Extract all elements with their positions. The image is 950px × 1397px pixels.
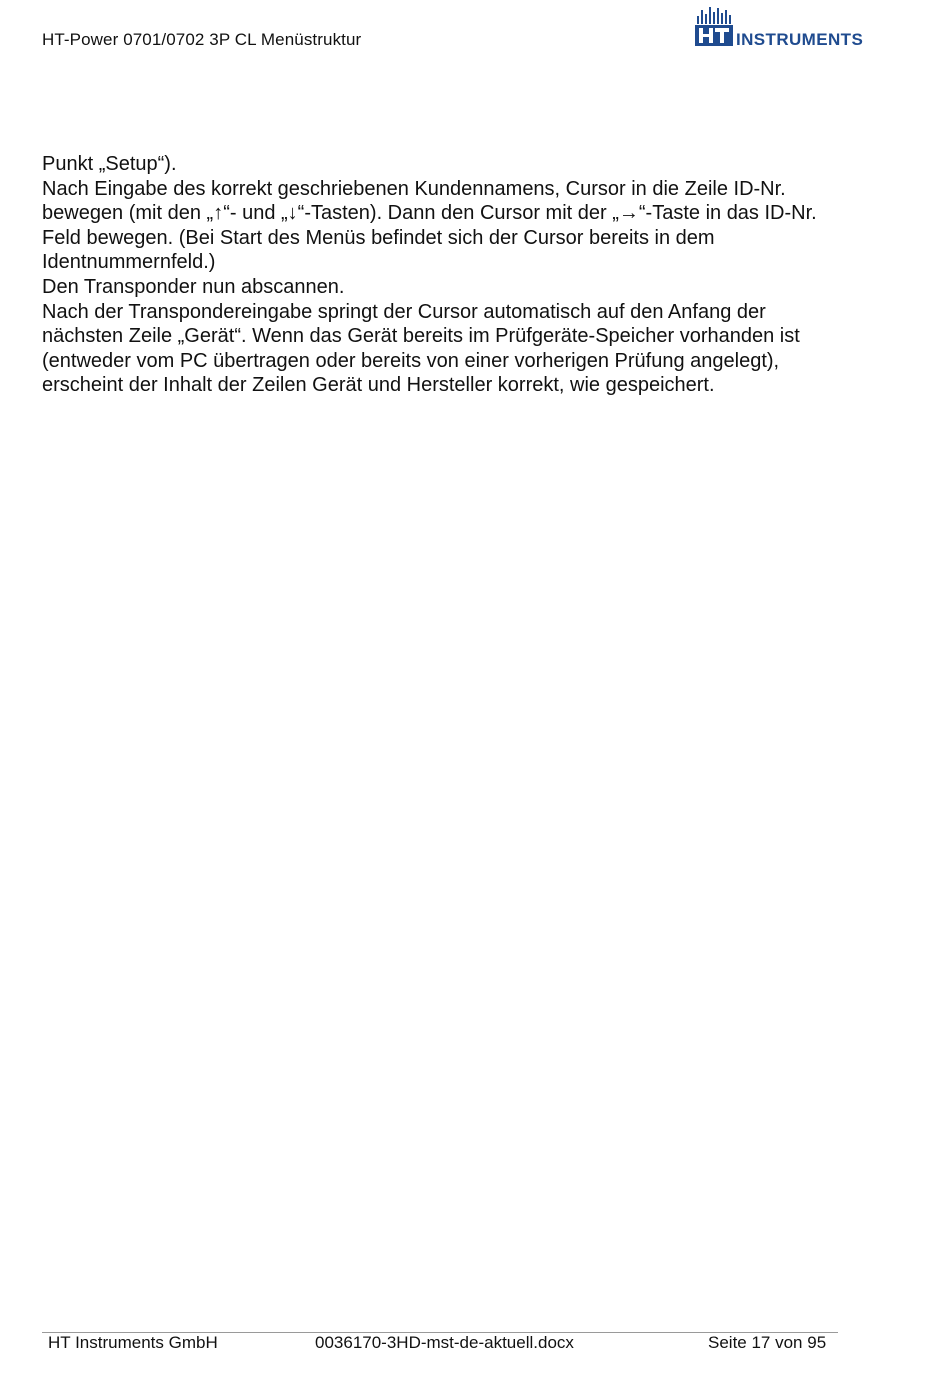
body-line: erscheint der Inhalt der Zeilen Gerät und Hersteller korrekt, wie gespeichert.: [42, 374, 715, 397]
body-line: Nach Eingabe des korrekt geschriebenen Kundennamens, Cursor in die Zeile ID-Nr.: [42, 177, 786, 200]
ht-logo-icon: [694, 4, 736, 48]
body-line: Punkt „Setup“).: [42, 153, 177, 175]
body-line: Den Transponder nun abscannen.: [42, 275, 345, 298]
footer-page-number: Seite 17 von 95: [708, 1333, 827, 1352]
footer-company: HT Instruments GmbH: [48, 1333, 218, 1352]
logo-wordmark: INSTRUMENTS: [736, 30, 864, 49]
body-line: Identnummernfeld.): [42, 251, 216, 274]
body-text: [42, 152, 902, 398]
body-line: (entweder vom PC übertragen oder bereits von einer vorherigen Prüfung angelegt),: [42, 349, 780, 372]
ht-instruments-logo: [694, 4, 874, 50]
body-line: nächsten Zeile „Gerät“. Wenn das Gerät bereits im Prüfgeräte-Speicher vorhanden ist: [42, 325, 800, 348]
body-line: Feld bewegen. (Bei Start des Menüs befindet sich der Cursor bereits in dem: [42, 226, 715, 249]
body-line: bewegen (mit den „↑“- und „↓“-Tasten). Dann den Cursor mit der „→“-Taste in das ID-Nr.: [42, 202, 817, 225]
body-line: Nach der Transpondereingabe springt der Cursor automatisch auf den Anfang der: [42, 300, 766, 323]
footer-filename: 0036170-3HD-mst-de-aktuell.docx: [315, 1333, 574, 1352]
document-title: HT-Power 0701/0702 3P CL Menüstruktur: [42, 30, 362, 49]
